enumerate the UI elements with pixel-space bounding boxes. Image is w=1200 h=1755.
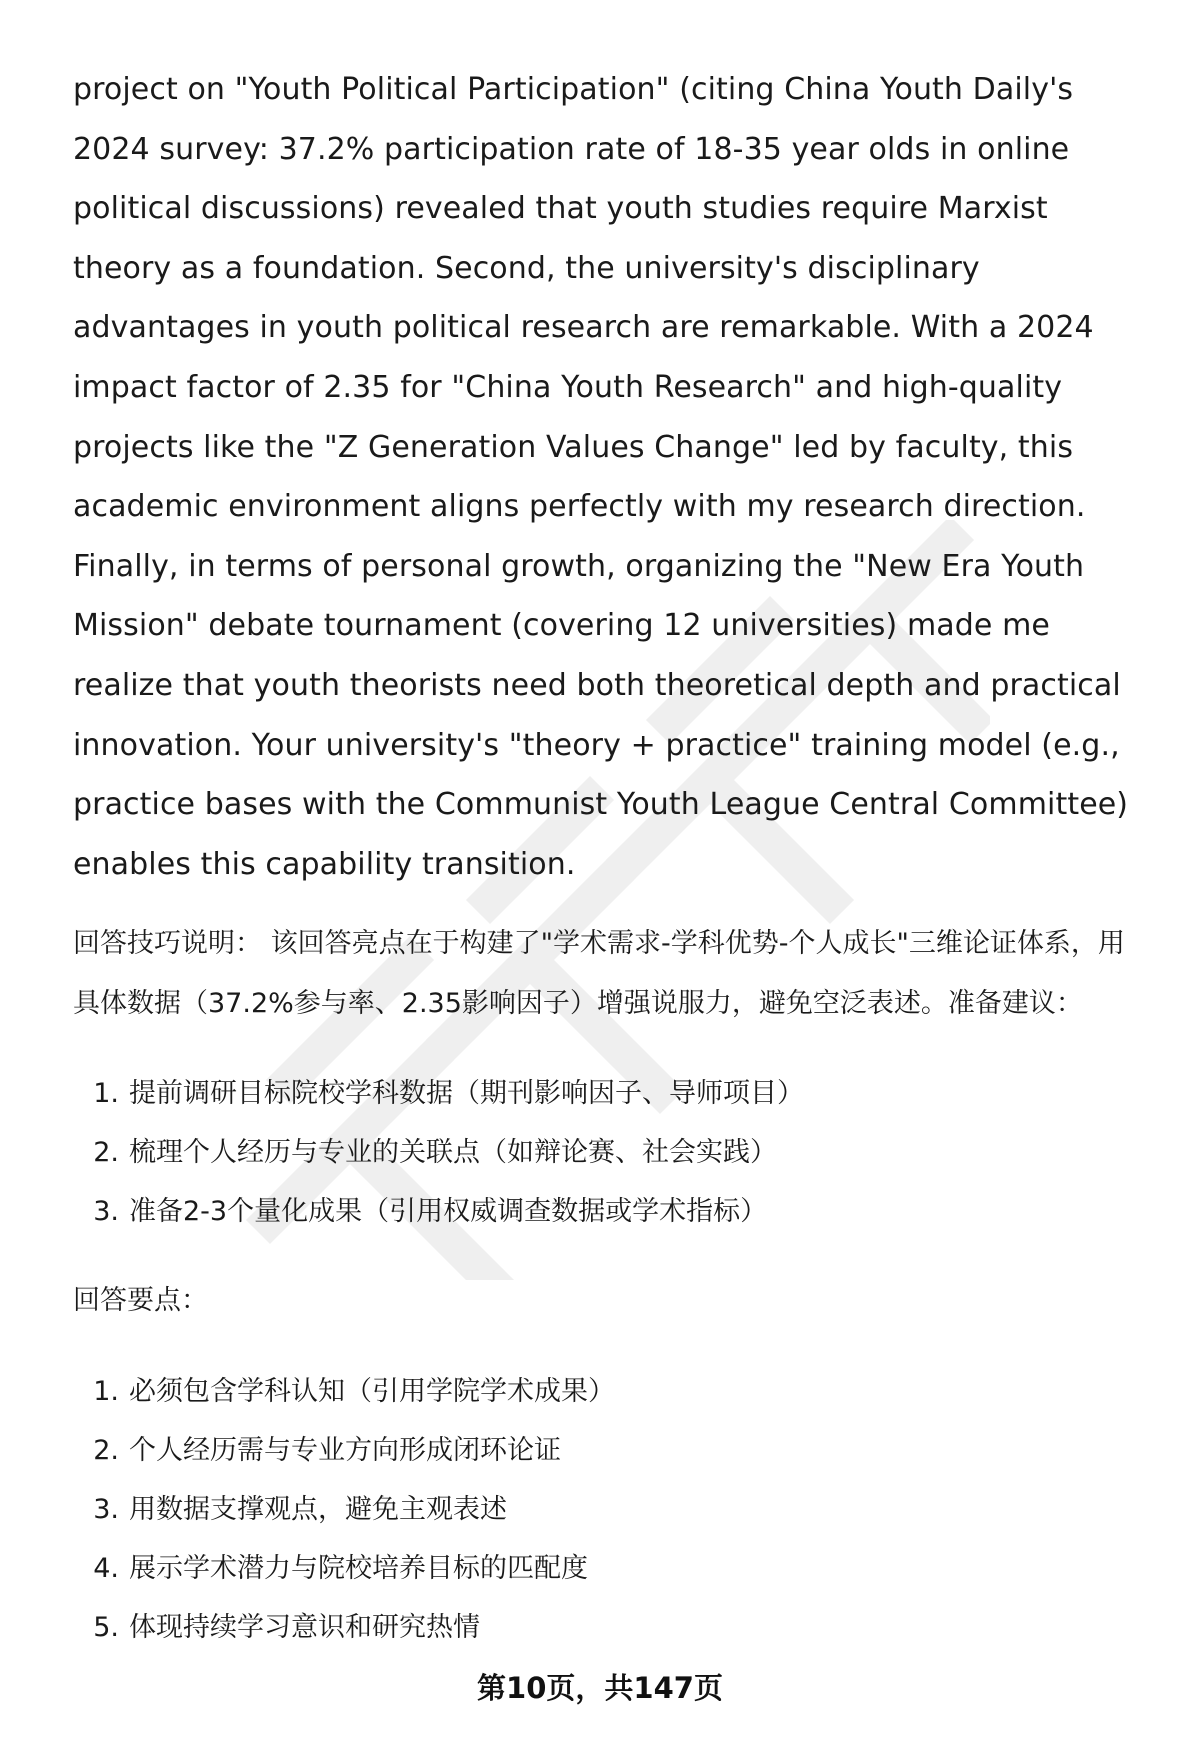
- list-item-number: 2.: [93, 1435, 119, 1467]
- english-answer-paragraph: project on "Youth Political Participation" (citing China Youth Daily's 2024 survey: 37.2% participation rate of 18-35 year olds in online political discussions) revealed that youth studies require Marxist theory as a foundation. Second, the university's disciplinary advantages in youth political research are remarkable. With a 2024 impact factor of 2.35 for "China Youth Research" and high-quality projects like the "Z Generation Values Change" led by faculty, this academic environment aligns perfectly with my research direction. Finally, in terms of personal growth, organizing the "New Era Youth Mission" debate tournament (covering 12 universities) made me realize that youth theorists need both theoretical depth and practical innovation. Your university's "theory + practice" training model (e.g., practice bases with the Communist Youth League Central Committee) enables this capability transition.: [73, 72, 1129, 882]
- list-item-text: 体现持续学习意识和研究热情: [129, 1612, 480, 1644]
- list-item-text: 提前调研目标院校学科数据（期刊影响因子、导师项目）: [129, 1078, 804, 1110]
- list-item-number: 3.: [93, 1494, 119, 1526]
- key-points-list: [73, 1362, 1148, 1657]
- list-item: [73, 1064, 1148, 1123]
- list-item-text: 必须包含学科认知（引用学院学术成果）: [129, 1376, 615, 1408]
- answer-tips-explanation: 回答技巧说明： 该回答亮点在于构建了"学术需求-学科优势-个人成长"三维论证体系，用具体数据（37.2%参与率、2.35影响因子）增强说服力，避免空泛表述。准备建议：: [73, 928, 1125, 1020]
- document-body: [73, 60, 1148, 1657]
- list-item: [73, 1539, 1148, 1598]
- list-item: [73, 1123, 1148, 1182]
- page-number-footer: 第10页，共147页: [477, 1671, 723, 1705]
- preparation-suggestions-list: [73, 1064, 1148, 1241]
- list-item-text: 用数据支撑观点，避免主观表述: [129, 1494, 507, 1526]
- list-item-text: 展示学术潜力与院校培养目标的匹配度: [129, 1553, 588, 1585]
- list-item-number: 2.: [93, 1137, 119, 1169]
- list-item: [73, 1480, 1148, 1539]
- list-item: [73, 1182, 1148, 1241]
- key-points-heading: 回答要点：: [73, 1285, 208, 1317]
- list-item-text: 梳理个人经历与专业的关联点（如辩论赛、社会实践）: [129, 1137, 777, 1169]
- list-item: [73, 1421, 1148, 1480]
- list-item: [73, 1598, 1148, 1657]
- list-item-number: 4.: [93, 1553, 119, 1585]
- list-item-number: 1.: [93, 1078, 119, 1110]
- list-item-text: 准备2-3个量化成果（引用权威调查数据或学术指标）: [129, 1196, 768, 1228]
- list-item-number: 1.: [93, 1376, 119, 1408]
- list-item: [73, 1362, 1148, 1421]
- list-item-text: 个人经历需与专业方向形成闭环论证: [129, 1435, 561, 1467]
- list-item-number: 5.: [93, 1612, 119, 1644]
- list-item-number: 3.: [93, 1196, 119, 1228]
